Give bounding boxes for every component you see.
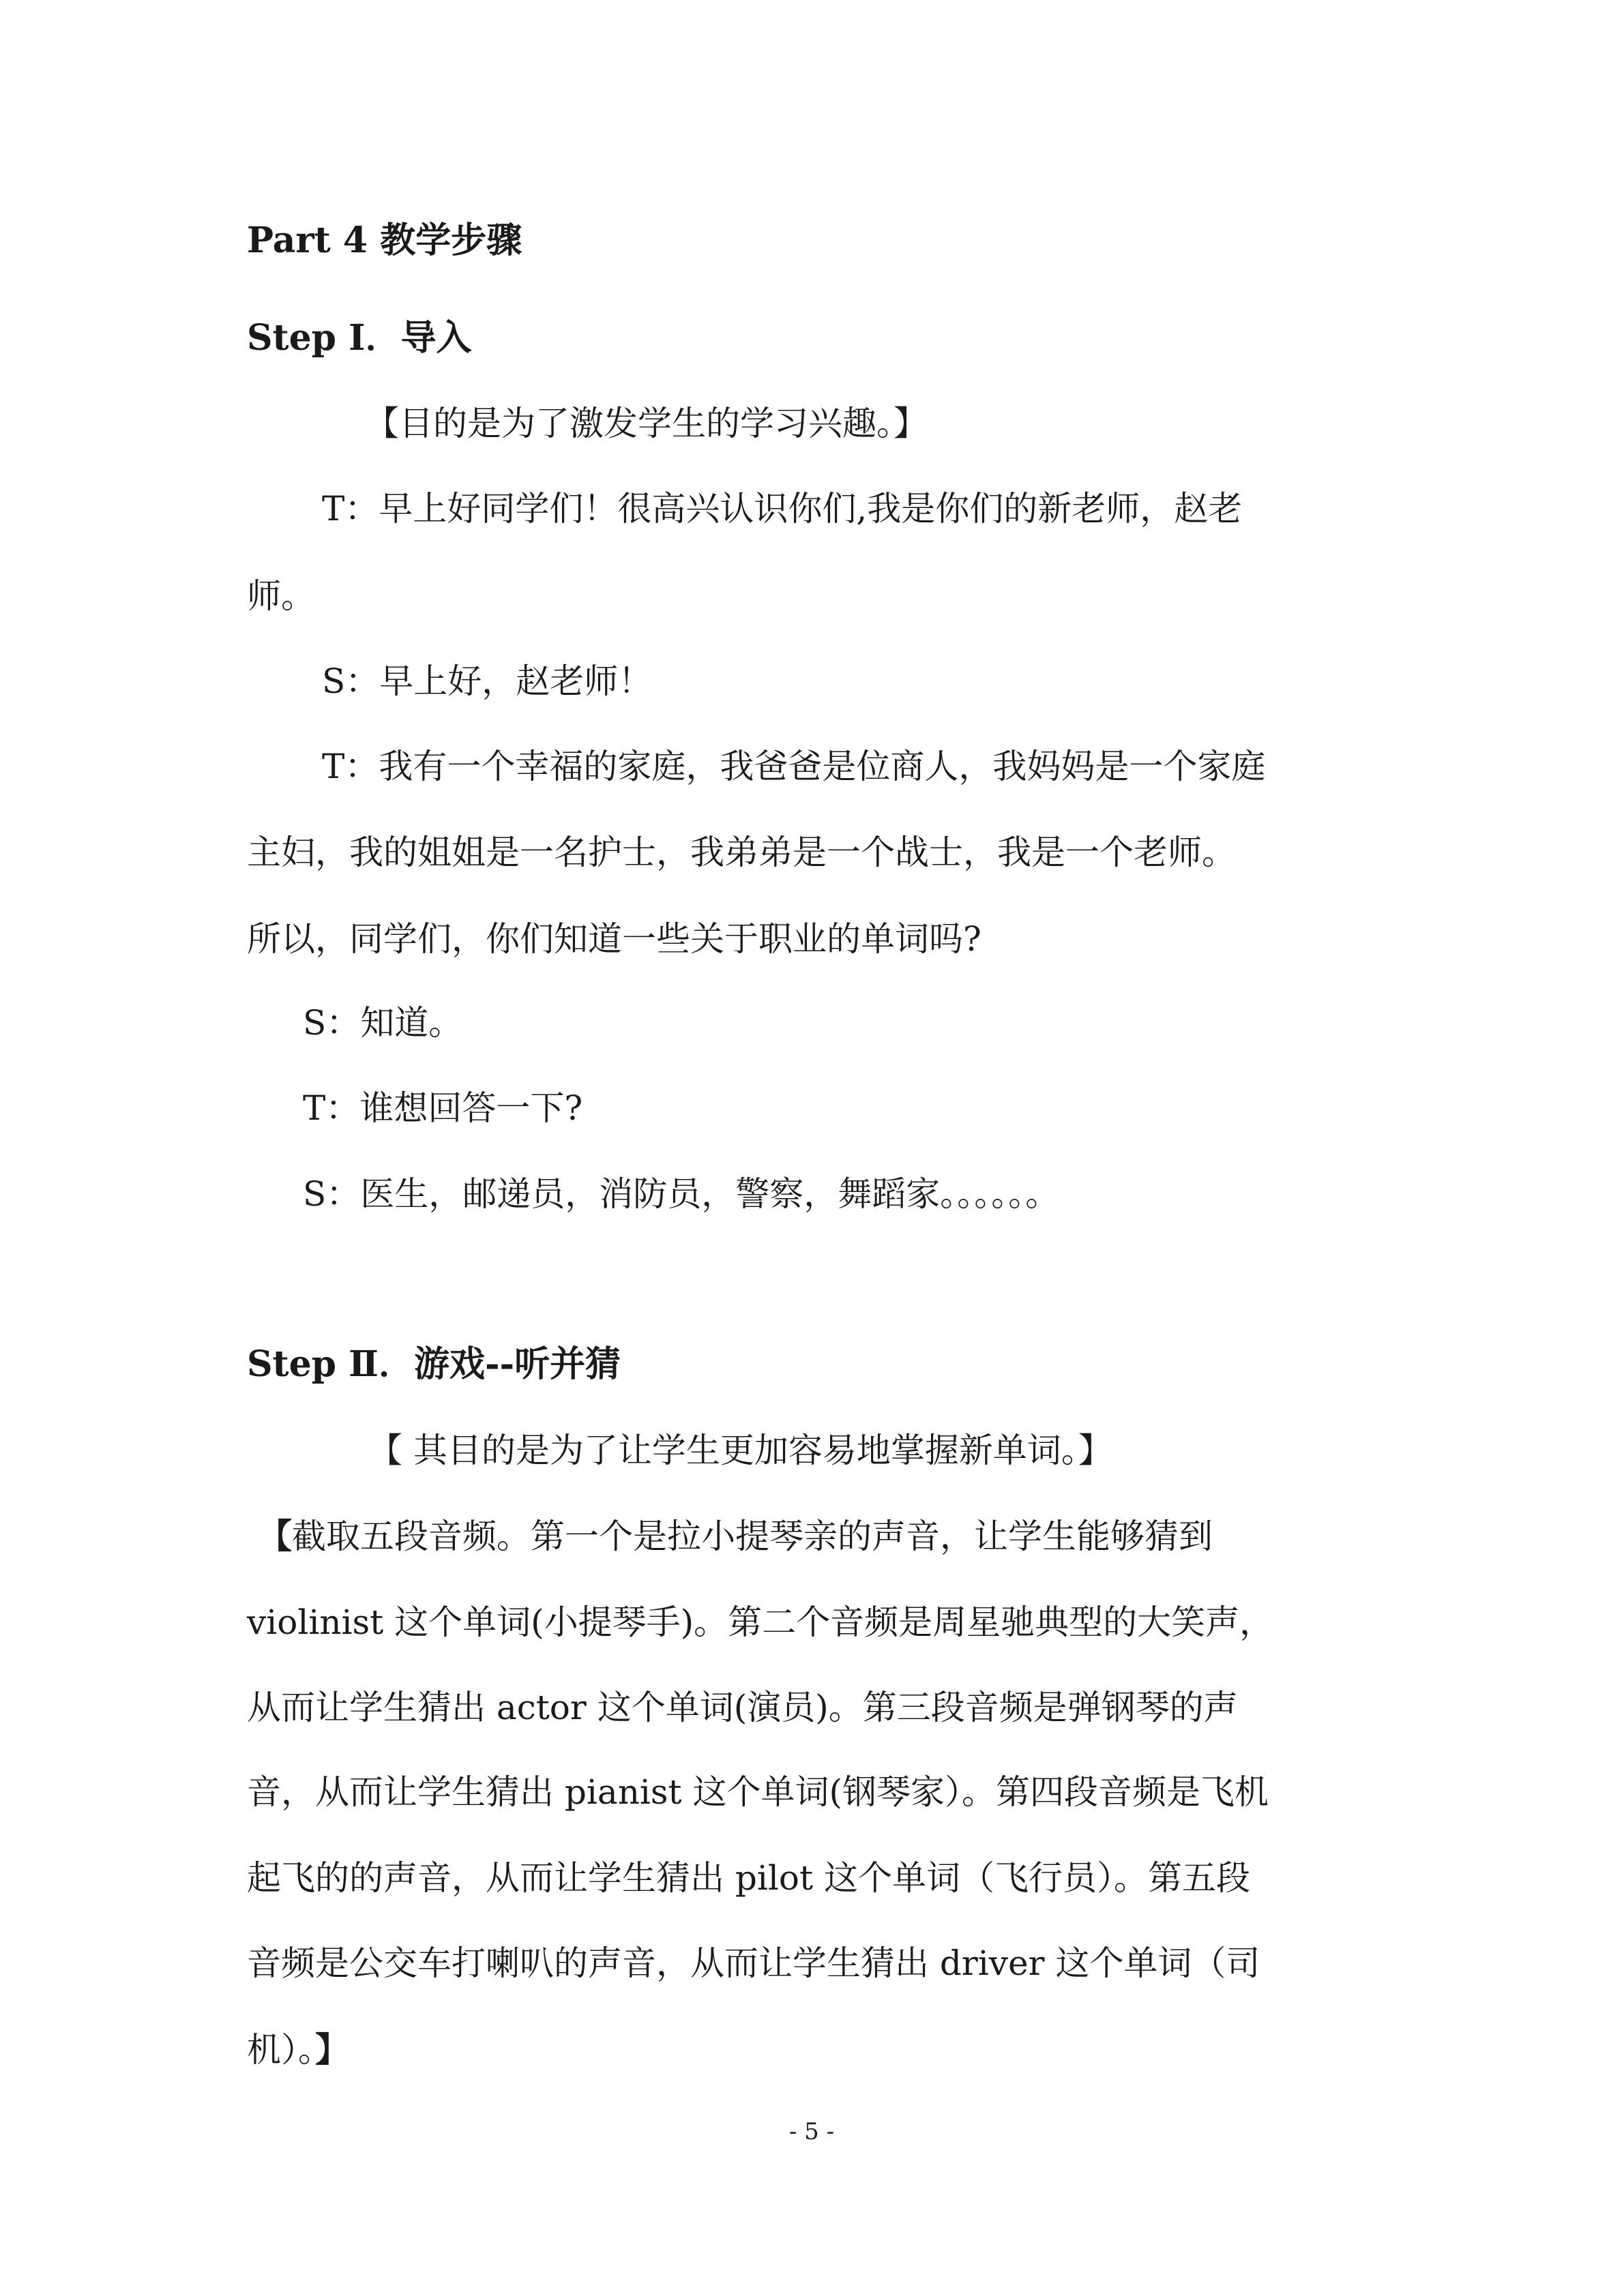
description-line <box>258 1515 1213 1557</box>
description-text: 截取五段音频。第一个是拉小提琴亲的声音，让学生能够猜到 <box>292 1517 1213 1556</box>
dialogue-line: S：早上好，赵老师！ <box>322 661 653 701</box>
dialogue-line: 主妇，我的姐姐是一名护士，我弟弟是一个战士，我是一个老师。 <box>247 833 1236 872</box>
description-line: 从而让学生猜出 actor 这个单词(演员)。第三段音频是弹钢琴的声 <box>247 1688 1238 1727</box>
step-2-heading: Step Ⅱ．游戏--听并猜 <box>247 1343 621 1385</box>
description-line <box>247 2029 349 2071</box>
description-line: violinist 这个单词(小提琴手)。第二个音频是周星驰典型的大笑声， <box>247 1602 1274 1642</box>
step-1-purpose: 【目的是为了激发学生的学习兴趣。】 <box>365 404 928 443</box>
dialogue-line: 师。 <box>247 576 315 616</box>
step-1-heading: Step Ⅰ．导入 <box>247 317 472 359</box>
dialogue-line: S：知道。 <box>303 1003 463 1043</box>
bracket-open: 【 <box>258 1516 292 1556</box>
dialogue-line: S：医生，邮递员，消防员，警察，舞蹈家。。。。。。 <box>303 1174 1060 1214</box>
dialogue-line: 所以，同学们，你们知道一些关于职业的单词吗? <box>247 919 981 959</box>
description-line: 音，从而让学生猜出 pianist 这个单词(钢琴家）。第四段音频是飞机 <box>247 1772 1269 1812</box>
dialogue-line: T：我有一个幸福的家庭，我爸爸是位商人，我妈妈是一个家庭 <box>322 747 1266 786</box>
dialogue-line: T：谁想回答一下? <box>303 1088 583 1128</box>
description-line: 起飞的的声音，从而让学生猜出 pilot 这个单词（飞行员）。第五段 <box>247 1858 1250 1898</box>
description-text: 机）。 <box>247 2030 315 2070</box>
step-2-purpose: 【 其目的是为了让学生更加容易地掌握新单词。】 <box>368 1431 1112 1470</box>
part-heading: Part 4 教学步骤 <box>247 220 522 261</box>
page-number: - 5 - <box>788 2118 835 2145</box>
dialogue-line: T：早上好同学们！很高兴认识你们,我是你们的新老师，赵老 <box>322 489 1243 528</box>
bracket-close: 】 <box>315 2029 349 2070</box>
description-line: 音频是公交车打喇叭的声音，从而让学生猜出 driver 这个单词（司 <box>247 1943 1260 1983</box>
